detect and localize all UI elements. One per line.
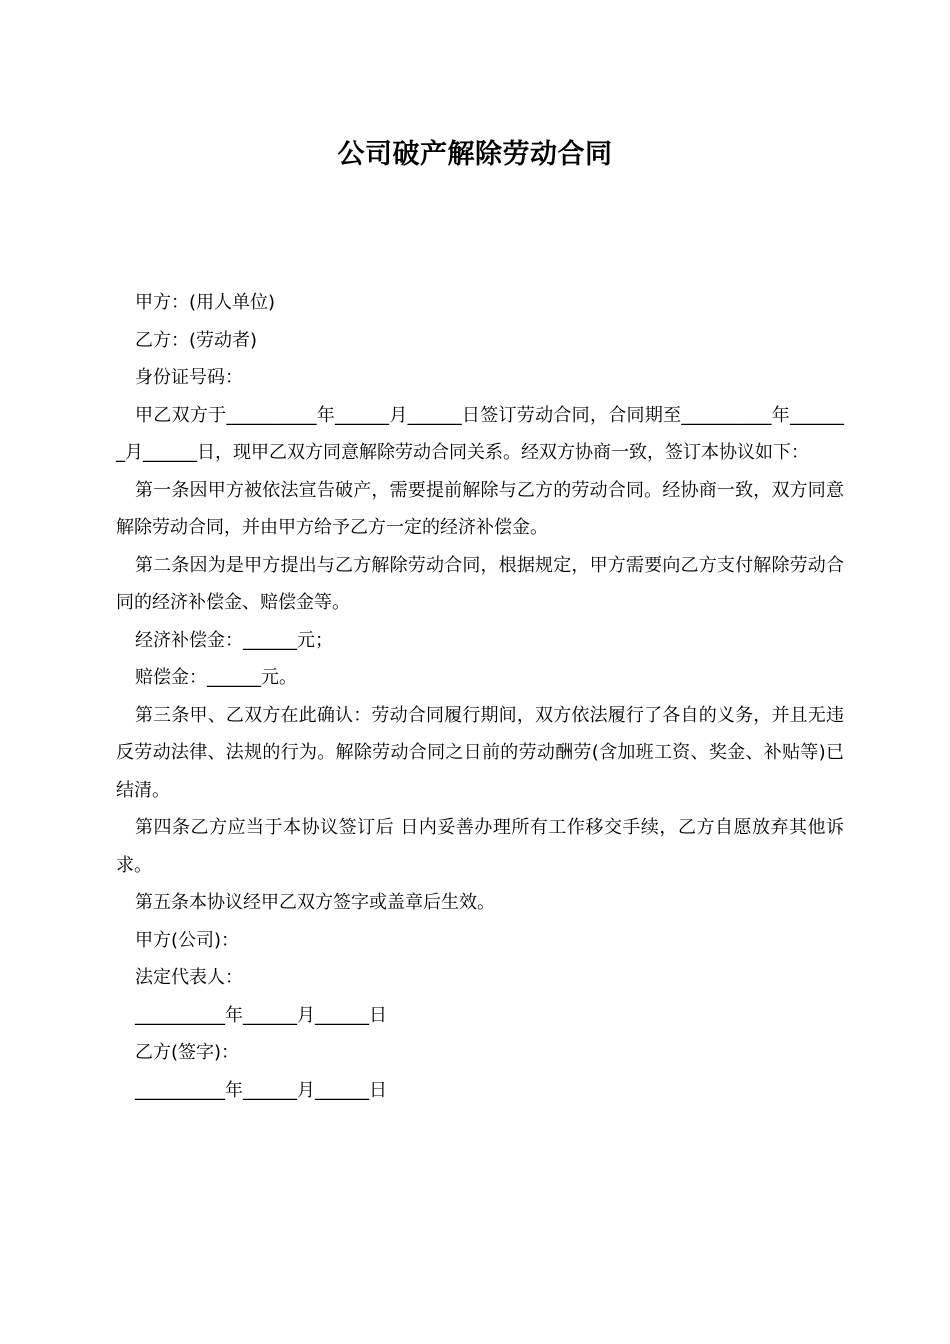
compensation-line: 经济补偿金：______元； xyxy=(135,629,333,651)
party-a-line: 甲方：(用人单位) xyxy=(135,292,276,313)
party-b-signature-line: 乙方(签字)： xyxy=(135,1042,240,1063)
party-a-signature-line: 甲方(公司)： xyxy=(135,929,240,951)
article-1: 第一条因甲方被依法宣告破产，需要提前解除与乙方的劳动合同。经协商一致，双方同意解除劳动合同，并由甲方给予乙方一定的经济补偿金。 xyxy=(116,479,844,538)
party-b-date-line: __________年______月______日 xyxy=(135,1079,387,1101)
damages-line: 赔偿金：______元。 xyxy=(135,667,297,688)
article-4: 第四条乙方应当于本协议签订后 日内妥善办理所有工作移交手续，乙方自愿放弃其他诉求。 xyxy=(116,817,844,876)
legal-representative-line: 法定代表人： xyxy=(135,967,243,988)
article-5: 第五条本协议经甲乙双方签字或盖章后生效。 xyxy=(135,892,495,913)
party-a-date-line: __________年______月______日 xyxy=(135,1004,387,1026)
party-b-line: 乙方：(劳动者) xyxy=(135,329,258,351)
intro-paragraph: 甲乙双方于__________年______月______日签订劳动合同，合同期至__________年_______月______日，现甲乙双方同意解除劳动合同关系。经双方协商一致，签订本协议如下： xyxy=(116,404,844,463)
document-title: 公司破产解除劳动合同 xyxy=(337,139,613,170)
id-number-line: 身份证号码： xyxy=(135,367,243,388)
article-3: 第三条甲、乙双方在此确认：劳动合同履行期间，双方依法履行了各自的义务，并且无违反劳动法律、法规的行为。解除劳动合同之日前的劳动酬劳(含加班工资、奖金、补贴等)已结清。 xyxy=(116,704,844,801)
article-2: 第二条因为是甲方提出与乙方解除劳动合同，根据规定，甲方需要向乙方支付解除劳动合同的经济补偿金、赔偿金等。 xyxy=(116,554,844,613)
document-body xyxy=(116,284,844,1109)
